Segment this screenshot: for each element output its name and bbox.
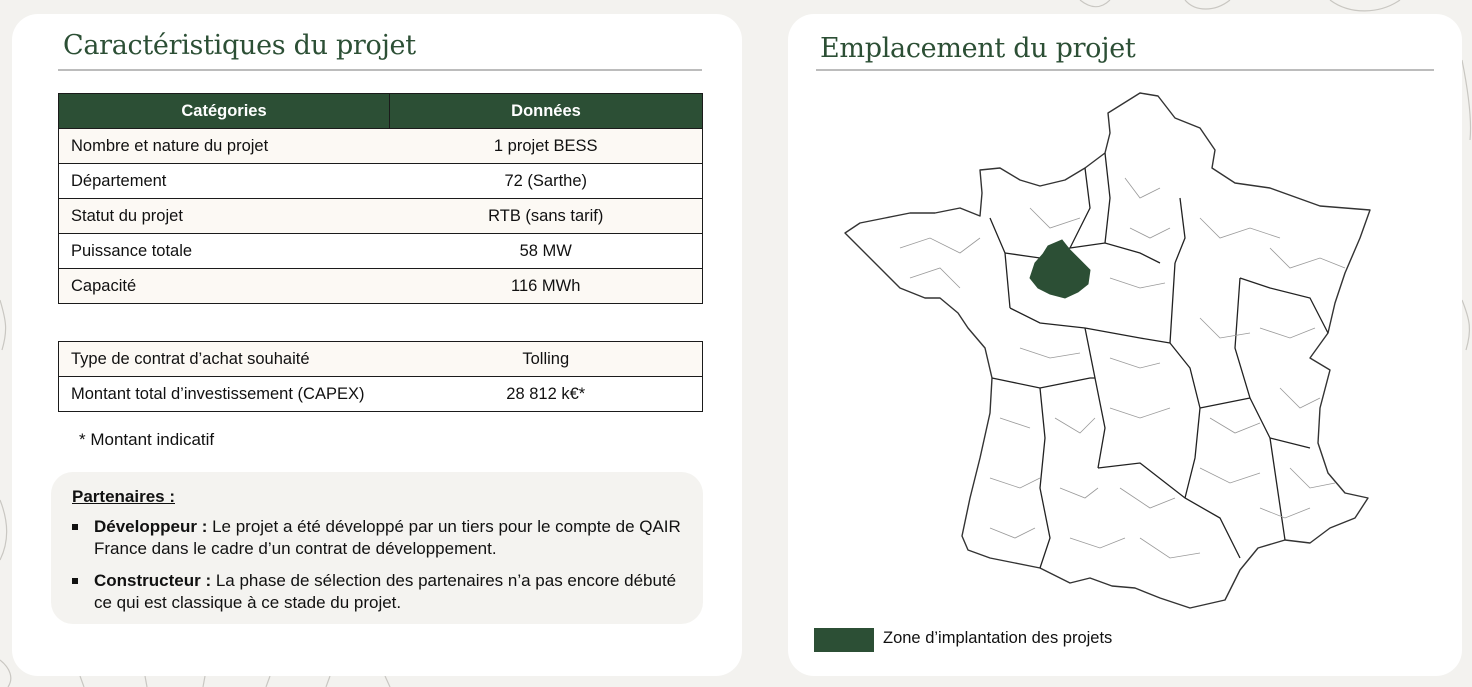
indicative-amount-note: * Montant indicatif [79,430,215,449]
legend-swatch [814,628,874,652]
contract-table [58,341,703,412]
title-divider [58,69,702,71]
row-label: Type de contrat d’achat souhaité [59,342,390,377]
row-label: Capacité [59,269,390,304]
row-value: RTB (sans tarif) [390,199,703,234]
table-row [59,164,703,199]
bullet-icon [72,578,78,584]
title-divider [816,69,1434,71]
france-map [840,88,1380,618]
table-row [59,269,703,304]
row-value: Tolling [390,342,703,377]
row-value: 116 MWh [390,269,703,304]
table-row [59,129,703,164]
partner-role: Développeur : [94,517,208,536]
row-label: Département [59,164,390,199]
row-label: Puissance totale [59,234,390,269]
characteristics-title: Caractéristiques du projet [63,30,416,61]
partner-role: Constructeur : [94,571,212,590]
row-label: Nombre et nature du projet [59,129,390,164]
table-header-row [59,94,703,129]
legend-label: Zone d’implantation des projets [883,629,1113,647]
row-value: 28 812 k€* [390,377,703,412]
partners-title: Partenaires : [72,487,175,506]
row-value: 58 MW [390,234,703,269]
partner-item-builder [72,570,682,614]
partners-box [51,472,703,624]
table-row [59,199,703,234]
partner-description: Le projet a été développé par un tiers pour le compte de QAIR France dans le cadre d’un contrat de développement. [94,517,681,558]
location-title: Emplacement du projet [820,33,1136,64]
partner-item-developer [72,516,682,560]
header-data: Données [390,94,703,129]
bullet-icon [72,524,78,530]
characteristics-table [58,93,703,304]
table-row [59,342,703,377]
row-value: 1 projet BESS [390,129,703,164]
table-row [59,234,703,269]
partner-description: La phase de sélection des partenaires n’a pas encore débuté ce qui est classique à ce stade du projet. [94,571,677,612]
header-categories: Catégories [59,94,390,129]
row-label: Statut du projet [59,199,390,234]
row-value: 72 (Sarthe) [390,164,703,199]
row-label: Montant total d’investissement (CAPEX) [59,377,390,412]
table-row [59,377,703,412]
